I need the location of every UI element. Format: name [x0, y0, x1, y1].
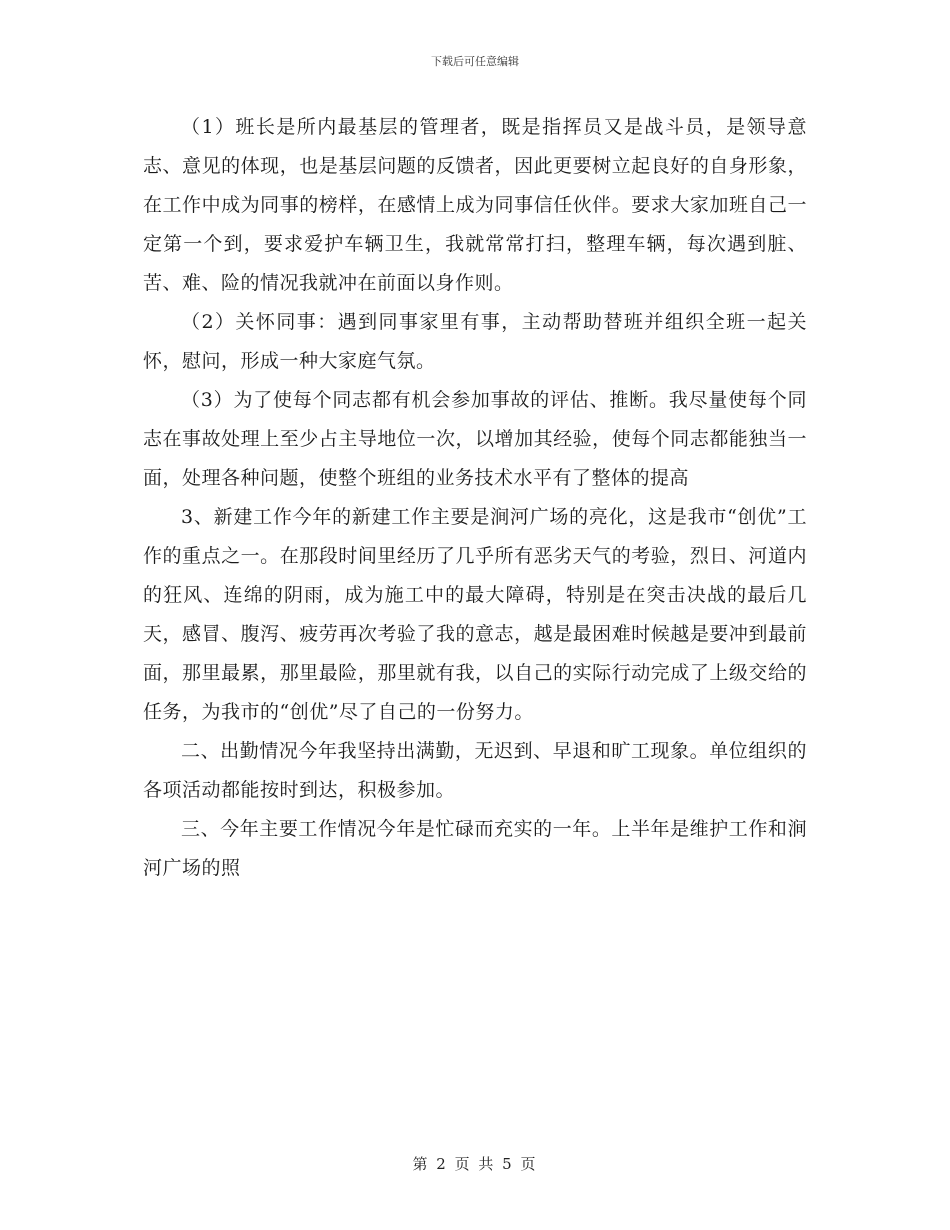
page-header: 下载后可任意编辑 — [431, 55, 519, 68]
page-number-footer: 第 2 页 共 5 页 — [412, 1155, 538, 1173]
paragraph-item-3-training: （3）为了使每个同志都有机会参加事故的评估、推断。我尽量使每个同志在事故处理上至少占主导地位一次，以增加其经验，使每个同志都能独当一面，处理各种问题，使整个班组的业务技术水平有了整体的提高 — [143, 389, 807, 489]
paragraph-item-2-care: （2）关怀同事：遇到同事家里有事，主动帮助替班并组织全班一起关怀，慰问，形成一种大家庭气氛。 — [143, 311, 807, 372]
paragraph-new-construction: 3、新建工作今年的新建工作主要是涧河广场的亮化，这是我市“创优”工作的重点之一。在那段时间里经历了几乎所有恶劣天气的考验，烈日、河道内的狂风、连绵的阴雨，成为施工中的最大障碍，特别是在突击决战的最后几天，感冒、腹泻、疲劳再次考验了我的意志，越是最困难时候越是要冲到最前面，那里最累，那里最险，那里就有我，以自己的实际行动完成了上级交给的任务，为我市的“创优”尽了自己的一份努力。 — [143, 506, 807, 723]
paragraph-attendance: 二、出勤情况今年我坚持出满勤，无迟到、早退和旷工现象。单位组织的各项活动都能按时到达，积极参加。 — [143, 740, 807, 801]
document-body — [143, 108, 807, 888]
paragraph-main-work: 三、今年主要工作情况今年是忙碌而充实的一年。上半年是维护工作和涧河广场的照 — [143, 818, 807, 879]
paragraph-item-1-duty: （1）班长是所内最基层的管理者，既是指挥员又是战斗员，是领导意志、意见的体现，也是基层问题的反馈者，因此更要树立起良好的自身形象，在工作中成为同事的榜样，在感情上成为同事信任伙伴。要求大家加班自己一定第一个到，要求爱护车辆卫生，我就常常打扫，整理车辆，每次遇到脏、苦、难、险的情况我就冲在前面以身作则。 — [143, 116, 807, 294]
